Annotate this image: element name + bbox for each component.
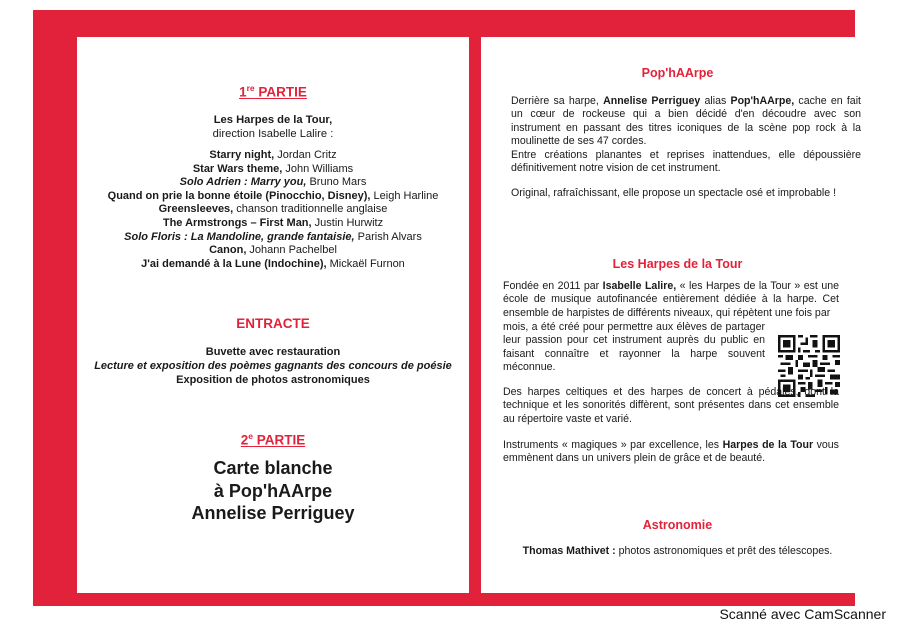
program-item: Solo Floris : La Mandoline, grande fantaisie, Parish Alvars bbox=[124, 230, 422, 243]
carte-blanche-block bbox=[77, 457, 469, 525]
astronomie-heading: Astronomie bbox=[642, 518, 713, 532]
ensemble-direction: direction Isabelle Lalire : bbox=[212, 128, 334, 140]
astronomie-text: Thomas Mathivet : photos astronomiques et prêt des télescopes. bbox=[522, 545, 833, 557]
entracte-heading: ENTRACTE bbox=[236, 316, 310, 331]
pophaarpe-intro: Derrière sa harpe, Annelise Perriguey alias Pop'hAArpe, cache en fait un cœur de rockeuse qui a bien décidé d'en découdre avec son instrument en passant des titres iconiques de la scène pop rock à la moulinette de ses 47 cordes. Entre créations planantes et reprises inattendues, elle dépoussière définitivement notre vision de cet instrument. bbox=[511, 95, 861, 175]
program-item: Greensleeves, chanson traditionnelle anglaise bbox=[158, 203, 388, 216]
program-list bbox=[77, 149, 469, 271]
program-item: Quand on prie la bonne étoile (Pinocchio, Disney), Leigh Harline bbox=[107, 189, 439, 202]
harpes-closing: Instruments « magiques » par excellence, les Harpes de la Tour vous emmènent dans un univers plein de grâce et de beauté. bbox=[503, 439, 839, 465]
pophaarpe-heading: Pop'hAArpe bbox=[641, 66, 714, 80]
carte-line: Carte blanche bbox=[213, 458, 333, 478]
harpes-paragraph: mois, a été créé pour permettre aux élèves de partager leur passion pour cet instrument auprès du public en faisant connaître et rayonner la harpe souvent méconnue. bbox=[503, 321, 765, 374]
carte-line: Annelise Perriguey bbox=[191, 503, 355, 523]
program-item: J'ai demandé à la Lune (Indochine), Mickaël Furnon bbox=[141, 257, 405, 270]
entracte-item: Exposition de photos astronomiques bbox=[176, 374, 370, 386]
ensemble-name: Les Harpes de la Tour, bbox=[213, 114, 333, 126]
entracte-item: Buvette avec restauration bbox=[205, 346, 341, 358]
program-item: Star Wars theme, John Williams bbox=[192, 162, 354, 175]
program-item: The Armstrongs – First Man, Justin Hurwitz bbox=[162, 216, 384, 229]
entracte-item: Lecture et exposition des poèmes gagnants des concours de poésie bbox=[94, 360, 452, 372]
part1-heading: 1re PARTIE bbox=[239, 83, 307, 100]
carte-line: à Pop'hAArpe bbox=[213, 480, 333, 501]
part2-heading: 2e PARTIE bbox=[240, 431, 306, 448]
program-item: Solo Adrien : Marry you, Bruno Mars bbox=[179, 176, 367, 189]
program-sheet bbox=[33, 10, 861, 606]
harpes-paragraph: Des harpes celtiques et des harpes de concert à pédales, dont la technique et les sonorités diffèrent, sont présentes dans cet ensemble au répertoire vaste et varié. bbox=[503, 386, 839, 425]
right-panel bbox=[481, 37, 874, 593]
pophaarpe-tagline: Original, rafraîchissant, elle propose un spectacle osé et improbable ! bbox=[511, 187, 837, 199]
pophaarpe-paragraph: Entre créations planantes et reprises inattendues, elle dépoussière définitivement notre vision de cet instrument. bbox=[511, 148, 861, 175]
program-item: Starry night, Jordan Critz bbox=[209, 149, 337, 161]
ensemble-block bbox=[77, 113, 469, 141]
harpes-heading: Les Harpes de la Tour bbox=[612, 257, 743, 271]
harpes-intro: Fondée en 2011 par Isabelle Lalire, « les Harpes de la Tour » est une école de musique autofinancée entièrement dédiée à la harpe. Cet ensemble de harpistes de différents niveaux, qui répètent une fois par bbox=[503, 280, 839, 319]
scanner-watermark: Scanné avec CamScanner bbox=[719, 606, 886, 622]
program-item: Canon, Johann Pachelbel bbox=[209, 244, 337, 257]
left-panel bbox=[77, 37, 469, 593]
entracte-list bbox=[77, 345, 469, 387]
